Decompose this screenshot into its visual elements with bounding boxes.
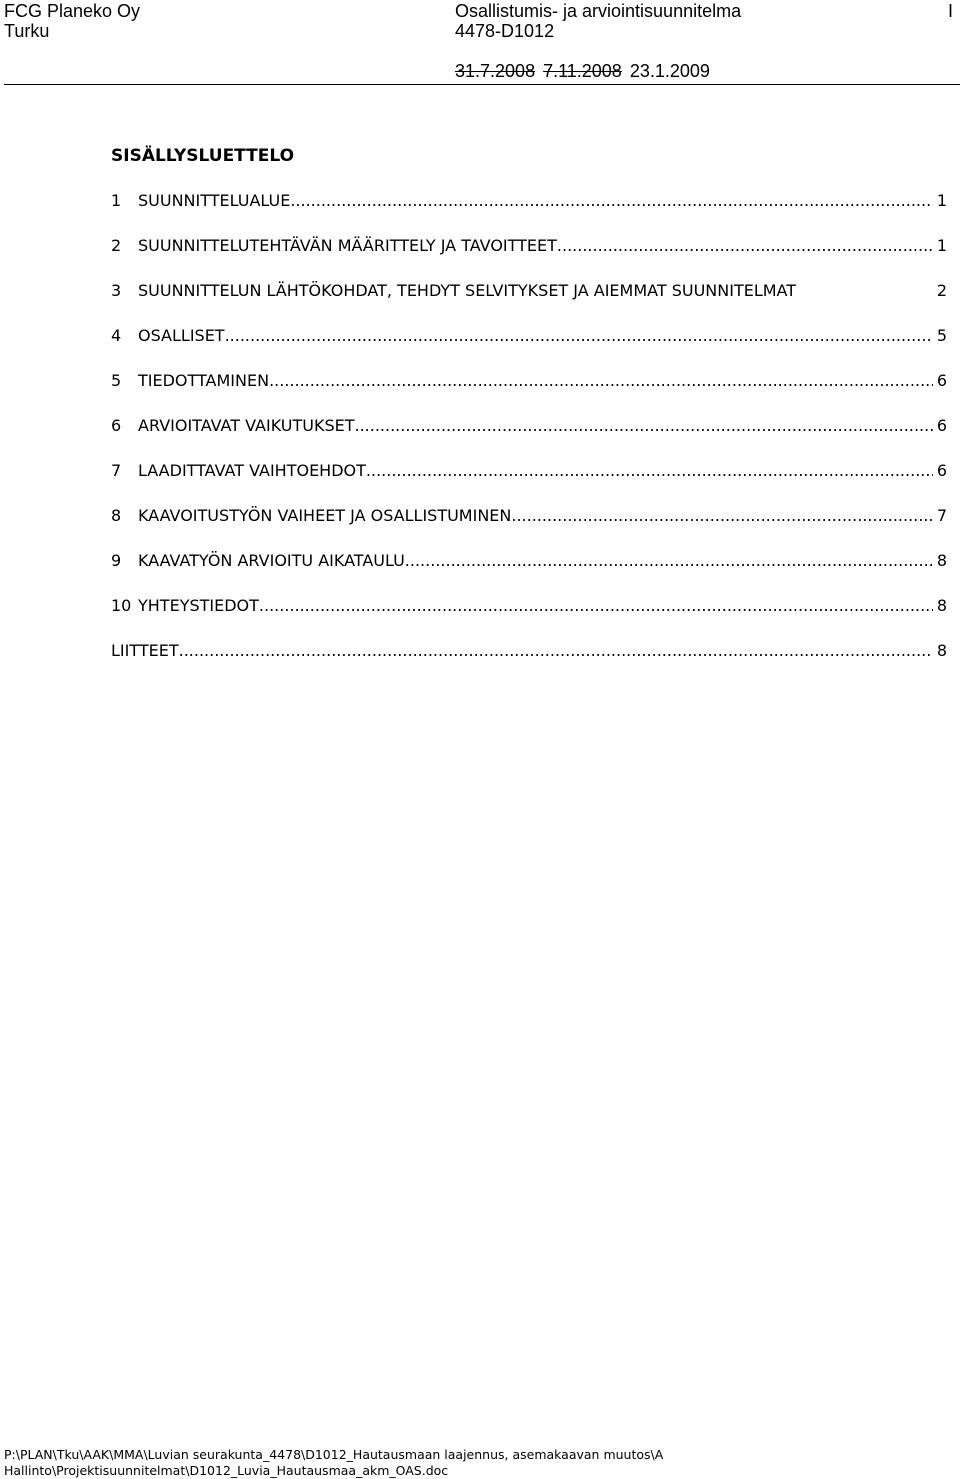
toc-leader-dots bbox=[269, 370, 933, 392]
toc-title: SISÄLLYSLUETTELO bbox=[111, 146, 295, 166]
toc-entry-number: 5 bbox=[111, 371, 122, 390]
toc-entry-page: 2 bbox=[936, 281, 947, 300]
toc-leader-dots bbox=[354, 415, 932, 437]
toc-entry-text: OSALLISET bbox=[138, 326, 225, 345]
toc-entry-number: 9 bbox=[111, 551, 122, 570]
toc-entry-number: 1 bbox=[111, 191, 122, 210]
file-path-line-2: Hallinto\Projektisuunnitelmat\D1012_Luvia_Hautausmaa_akm_OAS.doc bbox=[4, 1463, 449, 1478]
toc-entry-page: 8 bbox=[936, 596, 947, 615]
toc-entry-page: 6 bbox=[936, 416, 947, 435]
revision-date-1: 31.7.2008 bbox=[455, 61, 536, 81]
revision-date-3: 23.1.2009 bbox=[629, 61, 710, 81]
toc-leader-dots bbox=[259, 595, 933, 617]
toc-entry[interactable] bbox=[111, 550, 947, 595]
toc-entry-text: KAAVATYÖN ARVIOITU AIKATAULU bbox=[138, 551, 405, 570]
file-path-line-1: P:\PLAN\Tku\AAK\MMA\Luvian seurakunta_4478\D1012_Hautausmaan laajennus, asemakaavan muutos\A bbox=[4, 1447, 664, 1462]
toc-entry-text: LIITTEET bbox=[111, 641, 179, 660]
toc-entry-page: 5 bbox=[936, 326, 947, 345]
document-number: 4478-D1012 bbox=[455, 21, 555, 41]
toc-entry[interactable] bbox=[111, 325, 947, 370]
toc-list bbox=[111, 190, 947, 685]
toc-entry-page: 6 bbox=[936, 461, 947, 480]
toc-entry-number: 8 bbox=[111, 506, 122, 525]
toc-leader-dots bbox=[405, 550, 933, 572]
toc-entry[interactable] bbox=[111, 280, 947, 325]
toc-entry-text: LAADITTAVAT VAIHTOEHDOT bbox=[138, 461, 366, 480]
toc-entry[interactable] bbox=[111, 595, 947, 640]
toc-entry-number: 6 bbox=[111, 416, 122, 435]
toc-leader-dots bbox=[290, 190, 932, 212]
toc-entry[interactable] bbox=[111, 460, 947, 505]
toc-leader-dots bbox=[366, 460, 933, 482]
document-title: Osallistumis- ja arviointisuunnitelma bbox=[455, 1, 742, 21]
toc-leader-dots bbox=[225, 325, 933, 347]
toc-entry-text: SUUNNITTELUN LÄHTÖKOHDAT, TEHDYT SELVITYKSET JA AIEMMAT SUUNNITELMAT bbox=[138, 281, 797, 300]
toc-entry-number: 2 bbox=[111, 236, 122, 255]
toc-entry-page: 1 bbox=[936, 191, 947, 210]
page-marker: I bbox=[948, 1, 954, 21]
toc-leader-dots bbox=[511, 505, 932, 527]
toc-entry[interactable] bbox=[111, 370, 947, 415]
toc-entry-number: 10 bbox=[111, 596, 132, 615]
revision-date-2: 7.11.2008 bbox=[543, 61, 622, 81]
toc-entry-page: 1 bbox=[936, 236, 947, 255]
revision-dates bbox=[455, 61, 710, 81]
toc-entry-number: 7 bbox=[111, 461, 122, 480]
toc-entry-page: 7 bbox=[936, 506, 947, 525]
header-divider bbox=[4, 84, 960, 85]
toc-entry-number: 4 bbox=[111, 326, 122, 345]
toc-entry-text: TIEDOTTAMINEN bbox=[138, 371, 270, 390]
toc-entry[interactable] bbox=[111, 235, 947, 280]
file-path-footer bbox=[4, 1447, 663, 1479]
toc-entry-text: SUUNNITTELUTEHTÄVÄN MÄÄRITTELY JA TAVOITTEET bbox=[138, 236, 557, 255]
toc-entry-number: 3 bbox=[111, 281, 122, 300]
toc-entry-page: 8 bbox=[936, 551, 947, 570]
toc-leader-dots bbox=[557, 235, 933, 257]
toc-leader-dots bbox=[179, 640, 933, 662]
toc-entry-page: 8 bbox=[936, 641, 947, 660]
toc-entry-text: ARVIOITAVAT VAIKUTUKSET bbox=[138, 416, 355, 435]
toc-entry[interactable] bbox=[111, 640, 947, 685]
toc-entry[interactable] bbox=[111, 505, 947, 550]
toc-entry-text: SUUNNITTELUALUE bbox=[138, 191, 291, 210]
toc-entry[interactable] bbox=[111, 415, 947, 460]
toc-entry-text: KAAVOITUSTYÖN VAIHEET JA OSALLISTUMINEN bbox=[138, 506, 512, 525]
toc-entry-page: 6 bbox=[936, 371, 947, 390]
toc-entry[interactable] bbox=[111, 190, 947, 235]
toc-entry-text: YHTEYSTIEDOT bbox=[138, 596, 259, 615]
company-city: Turku bbox=[4, 21, 50, 41]
company-name: FCG Planeko Oy bbox=[4, 1, 141, 21]
